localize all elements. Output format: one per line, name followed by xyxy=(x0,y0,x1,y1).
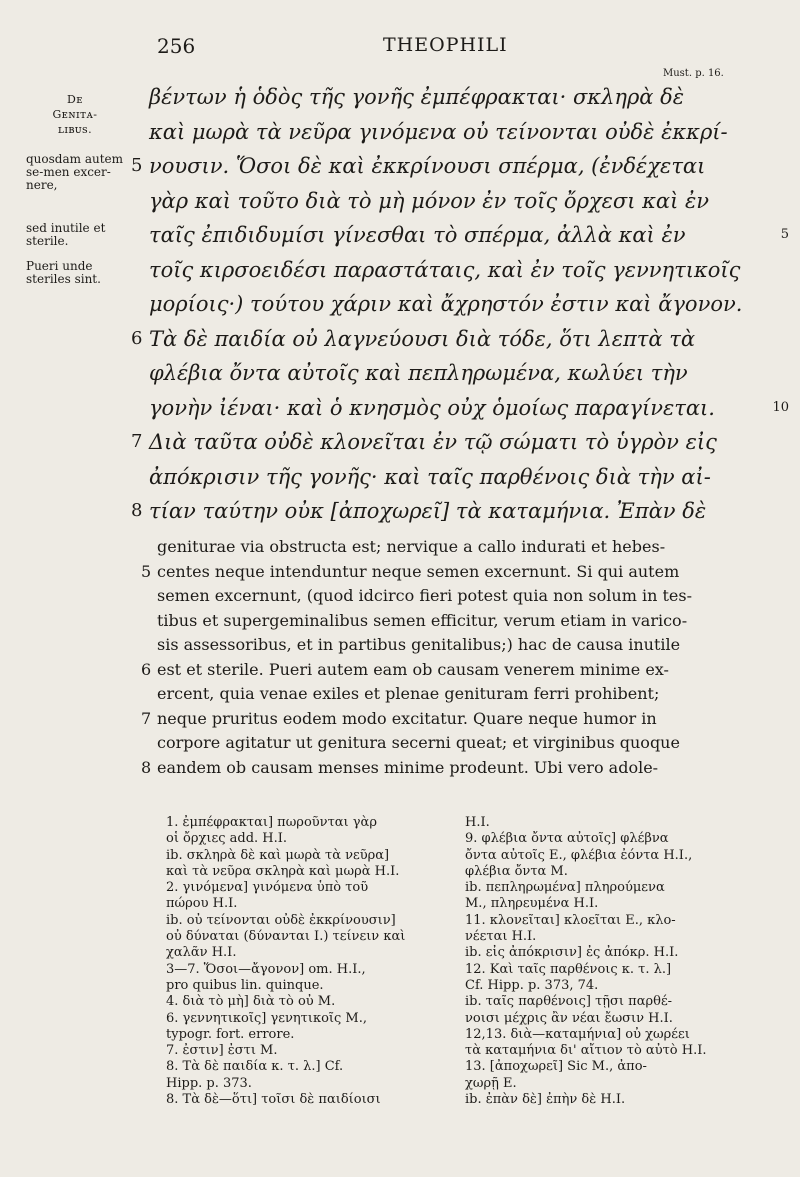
latin-line-text: ercent, quia venae exiles et plenae genituram ferri prohibent; xyxy=(157,684,660,703)
footnote-line: 11. κλονεῖται] κλοεῖται E., κλο- xyxy=(465,912,676,928)
greek-line-text: γὰρ καὶ τοῦτο διὰ τὸ μὴ μόνον ἐν τοῖς ὄρχεσι καὶ ἐν xyxy=(149,188,710,213)
margin-title-line: Gᴇɴɪᴛᴀ- xyxy=(52,108,98,121)
latin-line-text: eandem ob causam menses minime prodeunt. Ubi vero adole- xyxy=(157,757,659,777)
latin-line-text: est et sterile. Pueri autem eam ob causam venerem minime ex- xyxy=(157,659,669,679)
latin-line xyxy=(141,658,760,683)
latin-line xyxy=(141,560,760,585)
footnote-line: Cf. Hipp. p. 373, 74. xyxy=(465,977,599,993)
footnote-line: νοισι μέχρις ἂν νέαι ἔωσιν H.I. xyxy=(465,1010,673,1026)
footnote-line: οἱ ὄρχιες add. H.I. xyxy=(166,831,288,847)
footnote-line: 9. φλέβια ὄντα αὐτοῖς] φλέβνα xyxy=(465,831,669,847)
footnote-line: typogr. fort. errore. xyxy=(166,1026,295,1042)
line-number: 5 xyxy=(141,561,152,581)
margin-note: quosdam autem se-men excer-nere, xyxy=(26,152,124,192)
greek-line-text: ἀπόκρισιν τῆς γονῆς· καὶ ταῖς παρθένοις διὰ τὴν αἰ- xyxy=(149,464,711,489)
latin-line xyxy=(145,682,760,707)
greek-line xyxy=(145,391,789,426)
footnote-line: 4. διὰ τὸ μὴ] διὰ τὸ οὐ M. xyxy=(166,994,336,1010)
greek-line xyxy=(145,287,767,322)
margin-notes xyxy=(26,92,124,298)
greek-line-text: καὶ μωρὰ τὰ νεῦρα γινόμενα οὐ τείνονται οὐδὲ ἐκκρί- xyxy=(149,119,728,144)
line-number: 7 xyxy=(141,708,152,728)
margin-title xyxy=(26,92,124,137)
greek-line-text: ταῖς ἐπιδιδυμίσι γίνεσθαι τὸ σπέρμα, ἀλλὰ καὶ ἐν xyxy=(149,223,686,247)
footnote-line: 12,13. διὰ—καταμήνια] οὐ χωρέει xyxy=(465,1026,690,1042)
line-number: 10 xyxy=(772,399,789,415)
latin-text xyxy=(141,535,760,780)
latin-line xyxy=(145,584,760,609)
latin-line-text: centes neque intenduntur neque semen excernunt. Si qui autem xyxy=(157,561,680,581)
greek-line-text: Διὰ ταῦτα οὐδὲ κλονεῖται ἐν τῷ σώματι τὸ ὑγρὸν εἰς xyxy=(149,430,717,454)
greek-line-text: φλέβια ὄντα αὐτοῖς καὶ πεπληρωμένα, κωλύει τὴν xyxy=(149,361,688,385)
greek-line xyxy=(131,322,767,357)
latin-line xyxy=(145,731,760,756)
footnote-line: χαλᾶν H.I. xyxy=(166,945,237,961)
greek-line xyxy=(145,356,767,391)
footnote-line: 8. Τὰ δὲ—ὅτι] τοῖσι δὲ παιδίοισι xyxy=(166,1092,381,1108)
margin-title-line: ʟɪʙᴜs. xyxy=(57,123,93,136)
footnote-line: ib. εἰς ἀπόκρισιν] ἐς ἀπόκρ. H.I. xyxy=(465,945,679,961)
greek-line xyxy=(131,494,767,529)
greek-text xyxy=(131,80,789,529)
margin-note: sed inutile et sterile. xyxy=(26,221,106,248)
margin-title-line: Dᴇ xyxy=(67,93,83,106)
footnote-line: 13. [ἀποχωρεῖ] Sic M., ἀπο- xyxy=(465,1059,647,1075)
right-reference: Must. p. 16. xyxy=(663,68,724,79)
greek-line xyxy=(145,115,767,150)
footnote-line: 7. ἐστιν] ἐστι M. xyxy=(166,1043,278,1059)
line-number: 5 xyxy=(780,227,789,242)
greek-line-text: μορίοις·) τούτου χάριν καὶ ἄχρηστόν ἐστιν καὶ ἄγονον. xyxy=(149,292,743,316)
latin-line-text: neque pruritus eodem modo excitatur. Quare neque humor in xyxy=(157,708,657,728)
greek-line xyxy=(145,80,767,115)
latin-line xyxy=(145,609,760,634)
latin-line xyxy=(145,535,760,560)
running-title: THEOPHILI xyxy=(383,34,508,56)
latin-line xyxy=(141,756,760,781)
footnote-line: 3—7. Ὅσοι—ἄγονον] om. H.I., xyxy=(166,961,366,977)
greek-line-text: τοῖς κιρσοειδέσι παραστάταις, καὶ ἐν τοῖς γεννητικοῖς xyxy=(149,257,741,282)
greek-line xyxy=(131,425,767,460)
line-number: 5 xyxy=(131,155,143,176)
greek-line-text: βέντων ἡ ὁδὸς τῆς γονῆς ἐμπέφρακται· σκληρὰ δὲ xyxy=(149,85,685,109)
footnote-line: ib. ταῖς παρθένοις] τῇσι παρθέ- xyxy=(465,994,673,1010)
latin-line xyxy=(145,633,760,658)
footnote-line: ib. οὐ τείνονται οὐδὲ ἐκκρίνουσιν] xyxy=(166,912,396,928)
footnote-line: ib. σκληρὰ δὲ καὶ μωρὰ τὰ νεῦρα] xyxy=(166,847,390,863)
latin-line-text: tibus et supergeminalibus semen efficitur, verum etiam in varico- xyxy=(157,610,688,630)
greek-line xyxy=(131,149,767,184)
greek-line xyxy=(145,184,767,219)
margin-note: Pueri unde steriles sint. xyxy=(26,259,101,286)
footnote-line: 2. γινόμενα] γινόμενα ὑπὸ τοῦ xyxy=(166,880,369,896)
line-number: 6 xyxy=(131,327,143,349)
footnote-line: pro quibus lin. quinque. xyxy=(166,977,324,993)
line-number: 7 xyxy=(131,431,143,452)
footnote-line: νέεται H.I. xyxy=(465,929,537,945)
line-number: 8 xyxy=(131,500,143,521)
footnote-line: πώρου H.I. xyxy=(166,896,238,912)
footnote-line: τὰ καταμήνια δι' αἴτιον τὸ αὐτὸ H.I. xyxy=(465,1043,707,1059)
page-number: 256 xyxy=(157,34,196,58)
footnote-line: H.I. xyxy=(465,815,490,830)
footnote-line: 8. Τὰ δὲ παιδία κ. τ. λ.] Cf. xyxy=(166,1059,344,1075)
latin-line-text: corpore agitatur ut genitura secerni queat; et virginibus quoque xyxy=(157,733,680,752)
footnote-line: M., πληρευμένα H.I. xyxy=(465,896,599,912)
greek-line-text: Τὰ δὲ παιδία οὐ λαγνεύουσι διὰ τόδε, ὅτι λεπτὰ τὰ xyxy=(149,326,696,351)
footnotes-right-column xyxy=(465,815,765,1108)
footnote-line: 12. Καὶ ταῖς παρθένοις κ. τ. λ.] xyxy=(465,961,672,977)
footnote-line: χωρῇ E. xyxy=(465,1075,517,1091)
footnote-line: 6. γεννητικοῖς] γενητικοῖς M., xyxy=(166,1010,367,1026)
footnote-line: ib. πεπληρωμένα] πληρούμενα xyxy=(465,880,665,896)
footnote-line: καὶ τὰ νεῦρα σκληρὰ καὶ μωρὰ H.I. xyxy=(166,863,400,879)
greek-line xyxy=(145,253,767,288)
footnote-line: ib. ἐπὰν δὲ] ἐπὴν δὲ H.I. xyxy=(465,1092,626,1108)
greek-line-text: νουσιν. Ὅσοι δὲ καὶ ἐκκρίνουσι σπέρμα, (ἐνδέχεται xyxy=(149,154,706,178)
latin-line-text: sis assessoribus, et in partibus genitalibus;) hac de causa inutile xyxy=(157,635,681,654)
footnote-line: φλέβια ὄντα M. xyxy=(465,863,568,879)
footnotes-left-column xyxy=(166,815,456,1108)
line-number: 6 xyxy=(141,659,152,679)
latin-line-text: geniturae via obstructa est; nervique a callo indurati et hebes- xyxy=(157,537,666,556)
footnote-line: Hipp. p. 373. xyxy=(166,1075,252,1091)
greek-line xyxy=(145,218,789,253)
greek-line-text: γονὴν ἰέναι· καὶ ὁ κνησμὸς οὐχ ὁμοίως παραγίνεται. xyxy=(149,395,715,420)
footnote-line: ὄντα αὐτοῖς E., φλέβια ἐόντα H.I., xyxy=(465,847,693,863)
line-number: 8 xyxy=(141,757,152,777)
latin-line-text: semen excernunt, (quod idcirco fieri potest quia non solum in tes- xyxy=(157,586,692,605)
footnote-line: 1. ἐμπέφρακται] πωροῦνται γὰρ xyxy=(166,815,377,830)
greek-line xyxy=(145,460,767,495)
greek-line-text: τίαν ταύτην οὐκ [ἀποχωρεῖ] τὰ καταμήνια. Ἐπὰν δὲ xyxy=(149,499,707,523)
footnote-line: οὐ δύναται (δύνανται I.) τείνειν καὶ xyxy=(166,929,406,945)
latin-line xyxy=(141,707,760,732)
